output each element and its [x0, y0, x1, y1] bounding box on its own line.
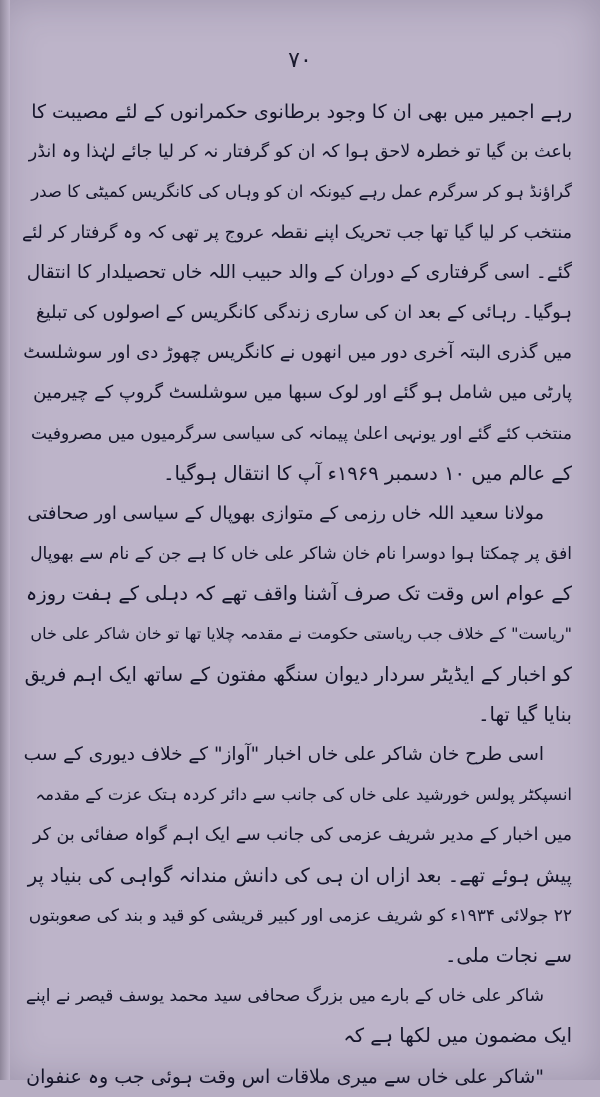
- text-line: کے عوام اس وقت تک صرف آشنا واقف تھے کہ دہلی کے ہفت روزہ: [25, 582, 572, 606]
- text-line: شاکر علی خاں کے بارے میں بزرگ صحافی سید محمد یوسف قیصر نے اپنے: [25, 986, 544, 1007]
- page-number: ۷۰: [288, 48, 312, 73]
- text-line: رہے اجمیر میں بھی ان کا وجود برطانوی حکمرانوں کے لئے مصیبت کا: [31, 101, 572, 123]
- text-line: منتخب کئے گئے اور یونہی اعلیٰ پیمانہ کی سیاسی سرگرمیوں میں مصروفیت: [31, 423, 572, 444]
- text-line: کو اخبار کے ایڈیٹر سردار دیوان سنگھ مفتون کے ساتھ ایک اہم فریق: [24, 662, 572, 686]
- text-line: بنایا گیا تھا۔: [478, 702, 572, 726]
- text-line: پیش ہوئے تھے۔ بعد ازاں ان ہی کی دانش مندانہ گواہی کی بنیاد پر: [27, 863, 572, 887]
- text-line: انسپکٹر پولس خورشید علی خاں کی جانب سے دائر کردہ ہتک عزت کے مقدمہ: [35, 785, 572, 805]
- text-line: افق پر چمکتا ہوا دوسرا نام خان شاکر علی خاں کا ہے جن کے نام سے بھوپال: [30, 544, 572, 565]
- text-line: ہوگیا۔ رہائی کے بعد ان کی ساری زندگی کانگریس کے اصولوں کی تبلیغ: [36, 301, 572, 323]
- text-line: کے عالم میں ۱۰ دسمبر ۱۹۶۹ء آپ کا انتقال ہوگیا۔: [163, 461, 572, 485]
- text-line: منتخب کر لیا گیا تھا جب تحریک اپنے نقطہ عروج پر تھی کہ وہ گرفتار کر لئے: [22, 222, 572, 243]
- text-line: ۲۲ جولائی ۱۹۳۴ء کو شریف عزمی اور کبیر قریشی کو قید و بند کی صعوبتوں: [28, 905, 572, 926]
- text-line: گراؤنڈ ہو کر سرگرم عمل رہے کیونکہ ان کو وہاں کی کانگریس کمیٹی کا صدر: [31, 182, 572, 202]
- text-line: گئے۔ اسی گرفتاری کے دوران کے والد حبیب اللہ خاں تحصیلدار کا انتقال: [26, 261, 572, 283]
- text-line: میں اخبار کے مدیر شریف عزمی کی جانب سے ایک اہم گواہ صفائی بن کر: [33, 825, 572, 846]
- text-line: باعث بن گیا تو خطرہ لاحق ہوا کہ ان کو گرفتار نہ کر لیا جائے لہٰذا وہ انڈر: [28, 142, 572, 163]
- text-line: مولانا سعید اللہ خاں رزمی کے متوازی بھوپال کے سیاسی اور صحافتی: [27, 502, 544, 524]
- text-line: ایک مضمون میں لکھا ہے کہ: [343, 1024, 572, 1048]
- page-spine-shadow: [0, 0, 10, 1080]
- text-line: اسی طرح خان شاکر علی خاں اخبار "آواز" کے خلاف دیوری کے سب: [23, 744, 544, 765]
- text-line: پارٹی میں شامل ہو گئے اور لوک سبھا میں سوشلسٹ گروپ کے چیرمین: [33, 382, 572, 404]
- body-text: [22, 92, 572, 1097]
- text-line: میں گذری البتہ آخری دور میں انھوں نے کانگریس چھوڑ دی اور سوشلسٹ: [23, 342, 572, 364]
- text-line: سے نجات ملی۔: [444, 943, 572, 967]
- text-line: "ریاست" کے خلاف جب ریاستی حکومت نے مقدمہ چلایا تھا تو خان شاکر علی خاں: [30, 624, 572, 644]
- text-line: "شاکر علی خاں سے میری ملاقات اس وقت ہوئی جب وہ عنفوان: [26, 1065, 544, 1088]
